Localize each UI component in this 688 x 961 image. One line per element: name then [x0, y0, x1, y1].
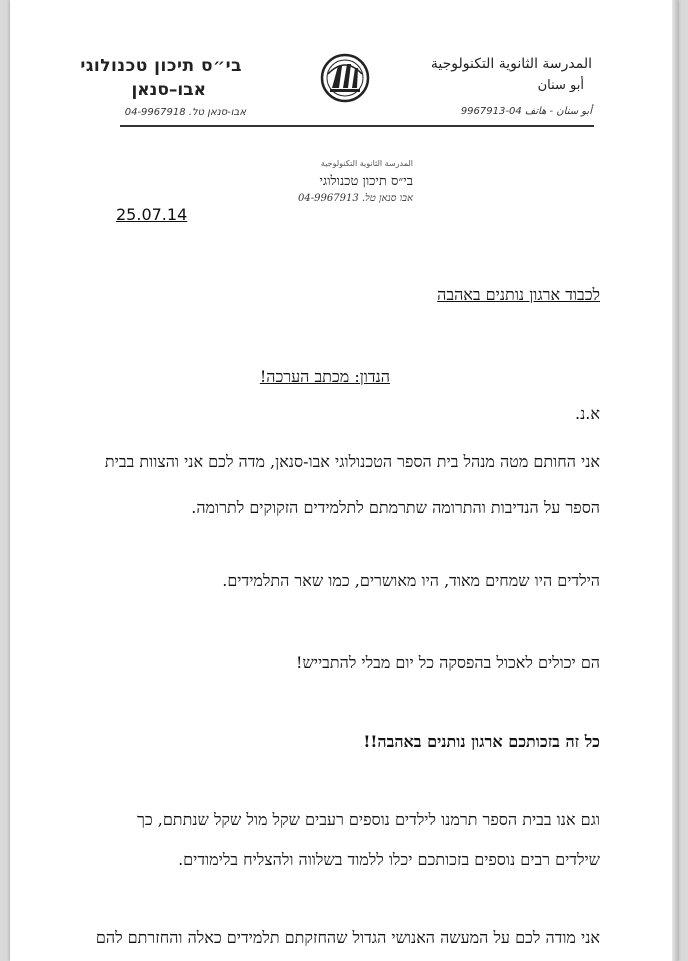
- page-edge-shadow: [672, 0, 678, 961]
- school-name-arabic: المدرسة الثانوية التكنولوجية: [430, 56, 592, 72]
- town-name-arabic: أبو سنان: [537, 78, 584, 93]
- paragraph-5-line-2: שילדים רבים נוספים בזכותכם יכלו ללמוד בשלווה ולהצליח בלימודים.: [178, 850, 600, 869]
- school-name-hebrew: בי״ס תיכון טכנולוגי: [80, 56, 242, 76]
- contact-line-hebrew: אבו-סנאן טל. 04-9967918: [124, 107, 246, 118]
- salutation: א.נ.: [575, 404, 600, 423]
- recipient-line: לכבוד ארגון נותנים באהבה: [437, 285, 600, 304]
- school-logo-icon: [314, 52, 376, 104]
- letter-page: [10, 0, 678, 961]
- contact-line-arabic: أبو سنان - هاتف 04-9967913: [460, 106, 592, 117]
- paragraph-3: הם יכולים לאכול בהפסקה כל יום מבלי להתבייש!: [296, 653, 600, 672]
- paragraph-2: הילדים היו שמחים מאוד, היו מאושרים, כמו שאר התלמידים.: [222, 571, 600, 590]
- stamp-line-arabic: المدرسة الثانوية التكنولوجية: [320, 159, 413, 168]
- paragraph-6-partial: אני מודה לכם על המעשה האנושי הגדול שהחזקתם תלמידים כאלה והחזרתם להם: [95, 928, 600, 947]
- letter-date: 25.07.14: [116, 205, 188, 224]
- paragraph-4-bold: כל זה בזכותכם ארגון נותנים באהבה!!: [363, 732, 600, 751]
- stamp-line-hebrew: בי״ס תיכון טכנולוגי: [319, 174, 413, 189]
- subject-line: הנדון: מכתב הערכה!: [259, 367, 390, 386]
- paragraph-1-line-1: אני החותם מטה מנהל בית הספר הטכנולוגי אבו-סנאן, מדה לכם אני והצוות בבית: [104, 452, 600, 471]
- header-divider: [120, 125, 594, 127]
- paragraph-5-line-1: וגם אנו בבית הספר תרמנו לילדים נוספים רעבים שקל מול שקל שנתתם, כך: [136, 810, 600, 829]
- stamp-line-contact: אבו סנאן טל. 04-9967913: [298, 193, 413, 204]
- town-name-hebrew: אבו–סנאן: [131, 80, 206, 100]
- paragraph-1-line-2: הספר על הנדיבות והתרומה שתרמתם לתלמידים הזקוקים לתרומה.: [191, 498, 600, 517]
